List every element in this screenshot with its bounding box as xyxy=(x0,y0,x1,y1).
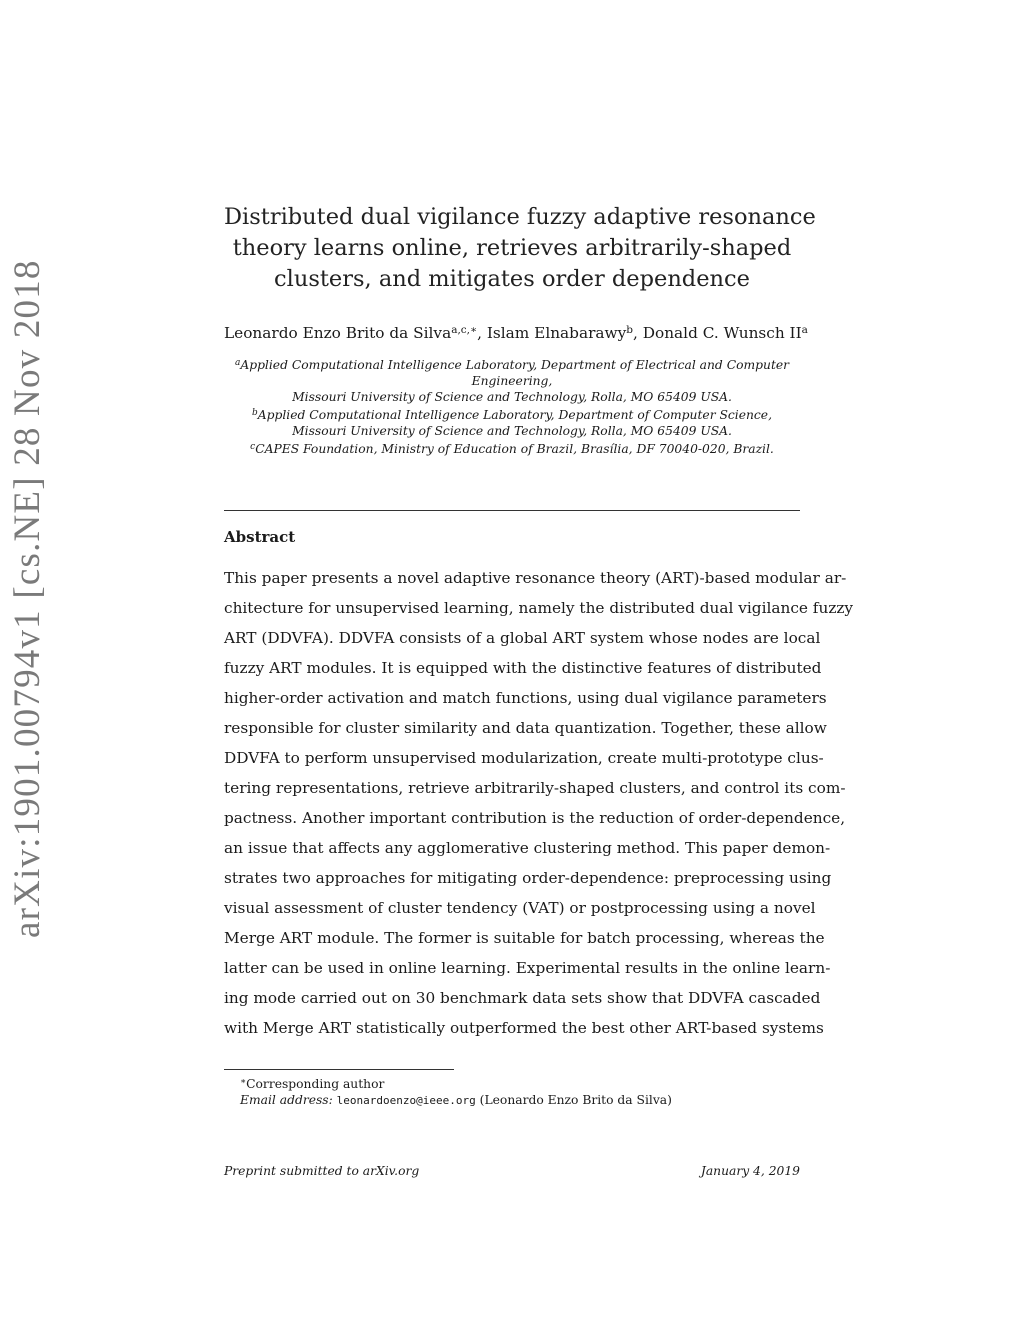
corresponding-author-note xyxy=(240,1074,672,1092)
abstract-line: with Merge ART statistically outperformed the best other ART-based systems xyxy=(224,1019,824,1037)
affiliation-mark: c xyxy=(250,442,256,452)
author-list xyxy=(224,319,808,344)
abstract-line: visual assessment of cluster tendency (VAT) or postprocessing using a novel xyxy=(224,899,816,917)
abstract-line: Merge ART module. The former is suitable for batch processing, whereas the xyxy=(224,929,825,947)
abstract-line: ing mode carried out on 30 benchmark data sets show that DDVFA cascaded xyxy=(224,989,821,1007)
abstract-line: an issue that affects any agglomerative clustering method. This paper demon- xyxy=(224,839,831,857)
abstract-line: DDVFA to perform unsupervised modularization, create multi-prototype clus- xyxy=(224,749,824,767)
title-line: Distributed dual vigilance fuzzy adaptive resonance xyxy=(224,204,816,230)
author-affiliation-marks: a,c,∗ xyxy=(451,324,478,336)
footnote-block xyxy=(240,1074,672,1109)
abstract-line: higher-order activation and match functions, using dual vigilance parameters xyxy=(224,689,827,707)
abstract-line: chitecture for unsupervised learning, namely the distributed dual vigilance fuzzy xyxy=(224,599,854,617)
affiliation-text: Applied Computational Intelligence Laboratory, Department of Computer Science, xyxy=(257,408,772,422)
affiliation-line xyxy=(224,439,800,457)
email-note xyxy=(240,1092,672,1109)
affiliation-line xyxy=(224,405,800,423)
author-affiliation-marks: b xyxy=(626,324,633,336)
email-link[interactable]: leonardoenzo@ieee.org xyxy=(336,1094,476,1107)
affiliation-text: CAPES Foundation, Ministry of Education of Brazil, Brasília, DF 70040-020, Brazil. xyxy=(255,442,774,456)
affiliation-text: Applied Computational Intelligence Laboratory, Department of Electrical and Computer xyxy=(240,358,790,372)
abstract-line: This paper presents a novel adaptive resonance theory (ART)-based modular ar- xyxy=(224,569,847,587)
author-name: Leonardo Enzo Brito da Silva xyxy=(224,324,452,342)
footnote-mark: ∗ xyxy=(240,1077,247,1087)
affiliation-mark: b xyxy=(251,408,258,418)
affiliation-text: Engineering, xyxy=(471,374,553,388)
arxiv-identifier-stamp: arXiv:1901.00794v1 [cs.NE] 28 Nov 2018 xyxy=(7,259,48,938)
preprint-note: Preprint submitted to arXiv.org xyxy=(224,1164,420,1178)
author-separator: , xyxy=(633,324,643,342)
author-separator: , xyxy=(477,324,487,342)
affiliation-line xyxy=(224,423,800,439)
affiliation-block xyxy=(224,355,800,457)
affiliation-line xyxy=(224,373,800,389)
paper-title xyxy=(224,202,816,295)
abstract-line: ART (DDVFA). DDVFA consists of a global ART system whose nodes are local xyxy=(224,629,821,647)
corresponding-author-text: Corresponding author xyxy=(246,1077,385,1091)
abstract-line: responsible for cluster similarity and data quantization. Together, these allow xyxy=(224,719,827,737)
affiliation-line xyxy=(224,389,800,405)
title-line: clusters, and mitigates order dependence xyxy=(274,266,750,292)
abstract-heading: Abstract xyxy=(224,528,296,546)
abstract-body xyxy=(224,565,854,1045)
abstract-line: tering representations, retrieve arbitrarily-shaped clusters, and control its com- xyxy=(224,779,846,797)
abstract-line: strates two approaches for mitigating order-dependence: preprocessing using xyxy=(224,869,832,887)
abstract-line: pactness. Another important contribution is the reduction of order-dependence, xyxy=(224,809,846,827)
affiliation-line xyxy=(224,355,800,373)
author-affiliation-marks: a xyxy=(801,324,808,336)
affiliation-text: Missouri University of Science and Technology, Rolla, MO 65409 USA. xyxy=(292,424,732,438)
abstract-line: fuzzy ART modules. It is equipped with the distinctive features of distributed xyxy=(224,659,822,677)
email-label: Email address: xyxy=(240,1093,333,1107)
author-name: Donald C. Wunsch II xyxy=(642,324,802,342)
title-line: theory learns online, retrieves arbitrarily-shaped xyxy=(232,235,792,261)
email-owner: (Leonardo Enzo Brito da Silva) xyxy=(479,1093,672,1107)
footnote-rule xyxy=(224,1069,454,1070)
affiliation-text: Missouri University of Science and Technology, Rolla, MO 65409 USA. xyxy=(292,390,732,404)
affiliation-mark: a xyxy=(234,358,241,368)
abstract-top-rule xyxy=(224,510,800,511)
author-name: Islam Elnabarawy xyxy=(486,324,627,342)
preprint-date: January 4, 2019 xyxy=(700,1164,800,1178)
abstract-line: latter can be used in online learning. Experimental results in the online learn- xyxy=(224,959,831,977)
